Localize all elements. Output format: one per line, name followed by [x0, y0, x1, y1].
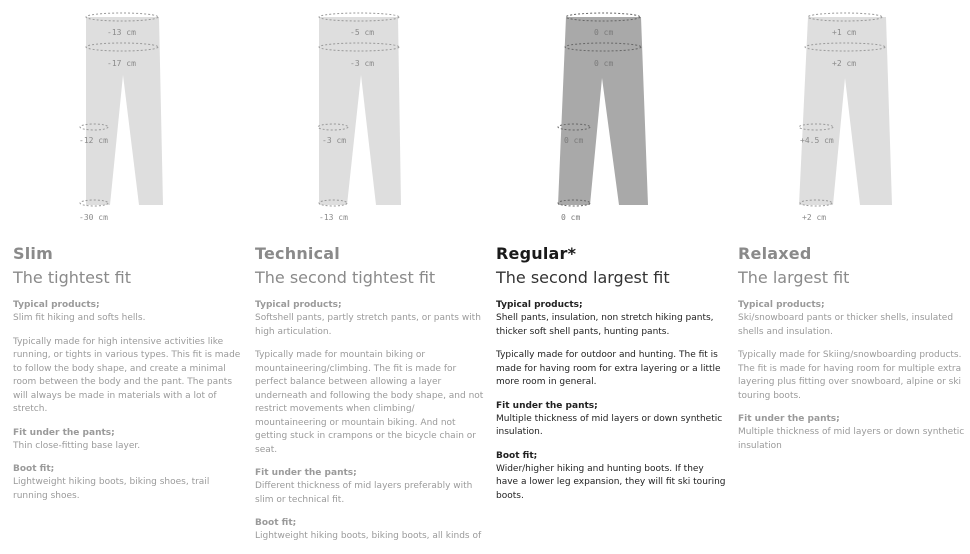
fit-description: Typically made for outdoor and hunting. The fit is made for having room for extra layering or a little more room in general.: [496, 350, 721, 387]
slim-hip-measure: -17 cm: [107, 59, 136, 68]
boot-fit-label: Boot fit;: [496, 450, 538, 461]
typical-products: Softshell pants, partly stretch pants, or pants with high articulation.: [255, 313, 481, 337]
typical-products-label: Typical products;: [738, 300, 825, 310]
fit-subtitle: The tightest fit: [13, 268, 132, 287]
fit-description: Typically made for mountain biking or mountaineering/climbing. The fit is made for perfect balance between allowing a layer underneath and following the body shape, and not restrict movements when climbing/ mountaineering or mountain biking. And not getting stuck in crampons or the bicycle chain or seat.: [255, 350, 484, 455]
technical-pants-illustration: [255, 0, 490, 230]
fit-under-label: Fit under the pants;: [13, 427, 115, 438]
fit-under: Multiple thickness of mid layers or down synthetic insulation: [738, 427, 965, 451]
regular-ankle-measure: 0 cm: [561, 213, 581, 222]
technical-ankle-measure: -13 cm: [319, 213, 348, 222]
fit-under-label: Fit under the pants;: [496, 400, 598, 411]
fit-name: Slim: [13, 244, 53, 263]
fit-subtitle: The second tightest fit: [255, 268, 436, 287]
relaxed-hip-measure: +2 cm: [832, 59, 857, 68]
typical-products: Shell pants, insulation, non stretch hiking pants, thicker soft shell pants, hunting pants.: [496, 313, 714, 337]
regular-waist-measure: 0 cm: [594, 28, 614, 37]
slim-pants-illustration: [13, 0, 248, 230]
fit-column-slim: [13, 0, 248, 541]
fit-description: Typically made for Skiing/snowboarding products. The fit is made for having room for multiple extra layering plus fitting over snowboard, alpine or ski touring boots.: [738, 350, 962, 401]
typical-products-label: Typical products;: [255, 300, 342, 310]
regular-pants-illustration: [496, 0, 731, 230]
relaxed-knee-measure: +4.5 cm: [800, 136, 834, 145]
fit-under-label: Fit under the pants;: [738, 414, 840, 424]
slim-ankle-measure: -30 cm: [79, 213, 108, 222]
fit-name: Regular*: [496, 244, 577, 263]
fit-under: Thin close-fitting base layer.: [13, 440, 141, 451]
fit-column-relaxed: [738, 0, 970, 541]
fit-under: Different thickness of mid layers preferably with slim or technical fit.: [255, 481, 473, 505]
relaxed-waist-measure: +1 cm: [832, 28, 857, 37]
slim-knee-measure: -12 cm: [79, 136, 108, 145]
technical-hip-measure: -3 cm: [350, 59, 375, 68]
fit-name: Technical: [255, 244, 340, 263]
regular-hip-measure: 0 cm: [594, 59, 614, 68]
technical-knee-measure: -3 cm: [322, 136, 347, 145]
fit-column-technical: [255, 0, 490, 541]
slim-waist-measure: -13 cm: [107, 28, 136, 37]
relaxed-pants-illustration: [738, 0, 970, 230]
typical-products: Slim fit hiking and softs hells.: [13, 313, 146, 323]
regular-knee-measure: 0 cm: [564, 136, 584, 145]
typical-products: Ski/snowboard pants or thicker shells, insulated shells and insulation.: [738, 313, 954, 337]
fit-subtitle: The second largest fit: [496, 268, 670, 287]
boot-fit-label: Boot fit;: [255, 518, 297, 528]
boot-fit: Lightweight hiking boots, biking shoes, trail running shoes.: [13, 477, 210, 501]
technical-waist-measure: -5 cm: [350, 28, 375, 37]
boot-fit: Lightweight hiking boots, biking boots, all kinds of: [255, 531, 482, 541]
boot-fit: Wider/higher hiking and hunting boots. If they have a lower leg expansion, they will fit ski touring boots.: [496, 463, 726, 501]
fit-name: Relaxed: [738, 244, 812, 263]
typical-products-label: Typical products;: [13, 300, 100, 310]
typical-products-label: Typical products;: [496, 300, 583, 310]
relaxed-ankle-measure: +2 cm: [802, 213, 827, 222]
fit-subtitle: The largest fit: [738, 268, 850, 287]
boot-fit-label: Boot fit;: [13, 464, 55, 474]
fit-under: Multiple thickness of mid layers or down synthetic insulation.: [496, 413, 723, 437]
fit-under-label: Fit under the pants;: [255, 468, 357, 478]
fit-description: Typically made for high intensive activities like running, or tights in various types. This fit is made to follow the body shape, and create a minimal room between the body and the pant. The pants will always be made in materials with a lot of stretch.: [13, 336, 241, 414]
fit-column-regular: [496, 0, 731, 541]
